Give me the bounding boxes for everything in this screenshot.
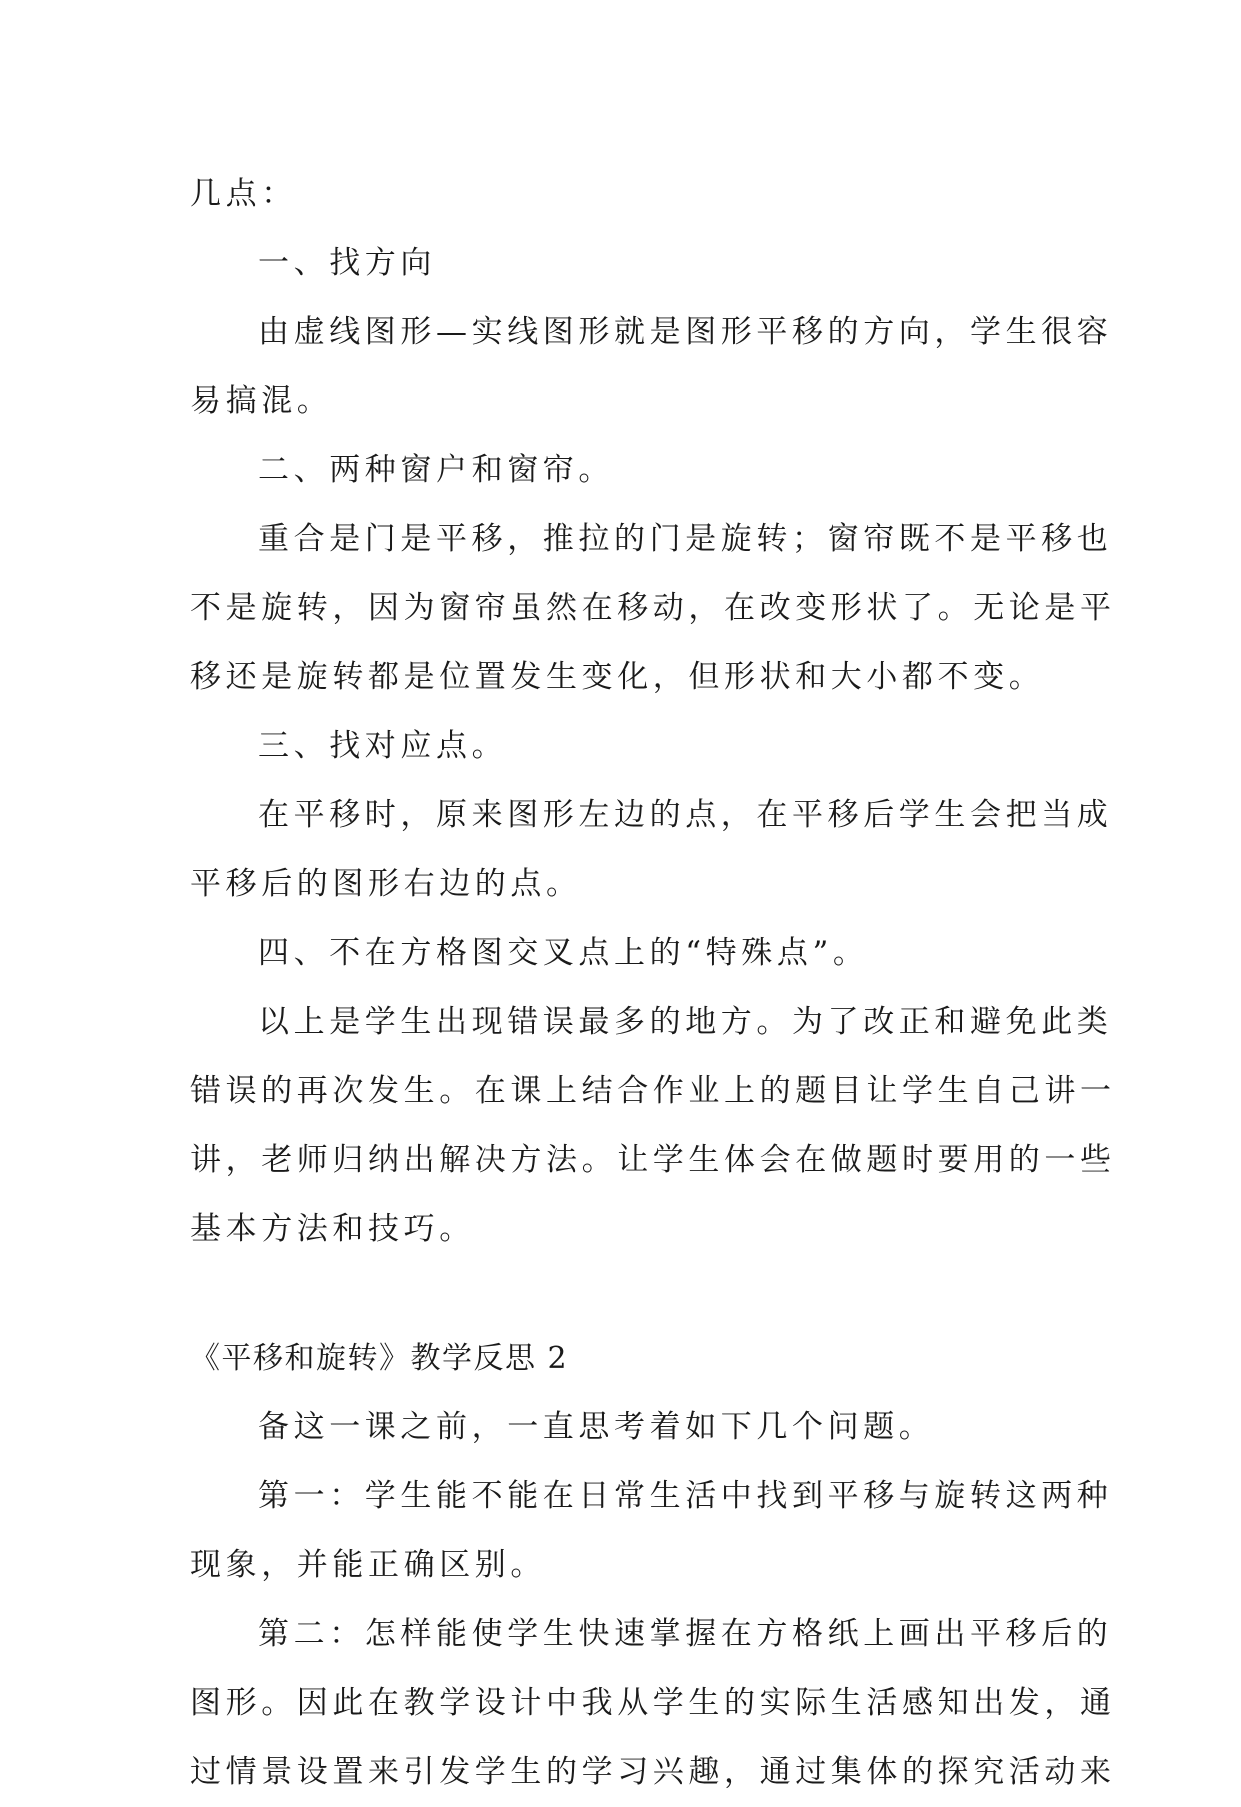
section-gap: [190, 1264, 1050, 1324]
paragraph-line: 备这一课之前，一直思考着如下几个问题。: [258, 1409, 935, 1445]
heading-windows-curtains: 二、两种窗户和窗帘。: [258, 452, 614, 488]
paragraph-line: 不是旋转，因为窗帘虽然在移动，在改变形状了。无论是平: [190, 590, 1116, 626]
paragraph-line: 第一：学生能不能在日常生活中找到平移与旋转这两种: [258, 1478, 1113, 1514]
paragraph-line: 移还是旋转都是位置发生变化，但形状和大小都不变。: [190, 659, 1045, 695]
paragraph-line: 以上是学生出现错误最多的地方。为了改正和避免此类: [258, 1004, 1113, 1040]
paragraph-line: 基本方法和技巧。: [190, 1211, 475, 1247]
document-page: [190, 160, 1116, 1807]
paragraph-line: 图形。因此在教学设计中我从学生的实际生活感知出发，通: [190, 1685, 1116, 1721]
paragraph-line: 错误的再次发生。在课上结合作业上的题目让学生自己讲一: [190, 1073, 1116, 1109]
paragraph-line: 重合是门是平移，推拉的门是旋转；窗帘既不是平移也: [258, 521, 1113, 557]
paragraph-line: 平移后的图形右边的点。: [190, 866, 582, 902]
heading-special-points: 四、不在方格图交叉点上的“特殊点”。: [258, 935, 869, 971]
section-1: [190, 160, 1116, 1264]
paragraph-line: 由虚线图形—实线图形就是图形平移的方向，学生很容: [258, 314, 1113, 350]
heading-corresponding-points: 三、找对应点。: [258, 728, 508, 764]
paragraph-line: 易搞混。: [190, 383, 333, 419]
section-title: 《平移和旋转》教学反思 2: [190, 1341, 569, 1376]
paragraph-line: 在平移时，原来图形左边的点，在平移后学生会把当成: [258, 797, 1113, 833]
paragraph-line: 现象，并能正确区别。: [190, 1547, 546, 1583]
heading-find-direction: 一、找方向: [258, 245, 436, 281]
paragraph-line: 几点：: [190, 176, 297, 212]
paragraph-line: 讲，老师归纳出解决方法。让学生体会在做题时要用的一些: [190, 1142, 1116, 1178]
section-2: [190, 1324, 1116, 1807]
paragraph-line: 第二：怎样能使学生快速掌握在方格纸上画出平移后的: [258, 1616, 1113, 1652]
paragraph-line: 过情景设置来引发学生的学习兴趣，通过集体的探究活动来: [190, 1754, 1116, 1790]
